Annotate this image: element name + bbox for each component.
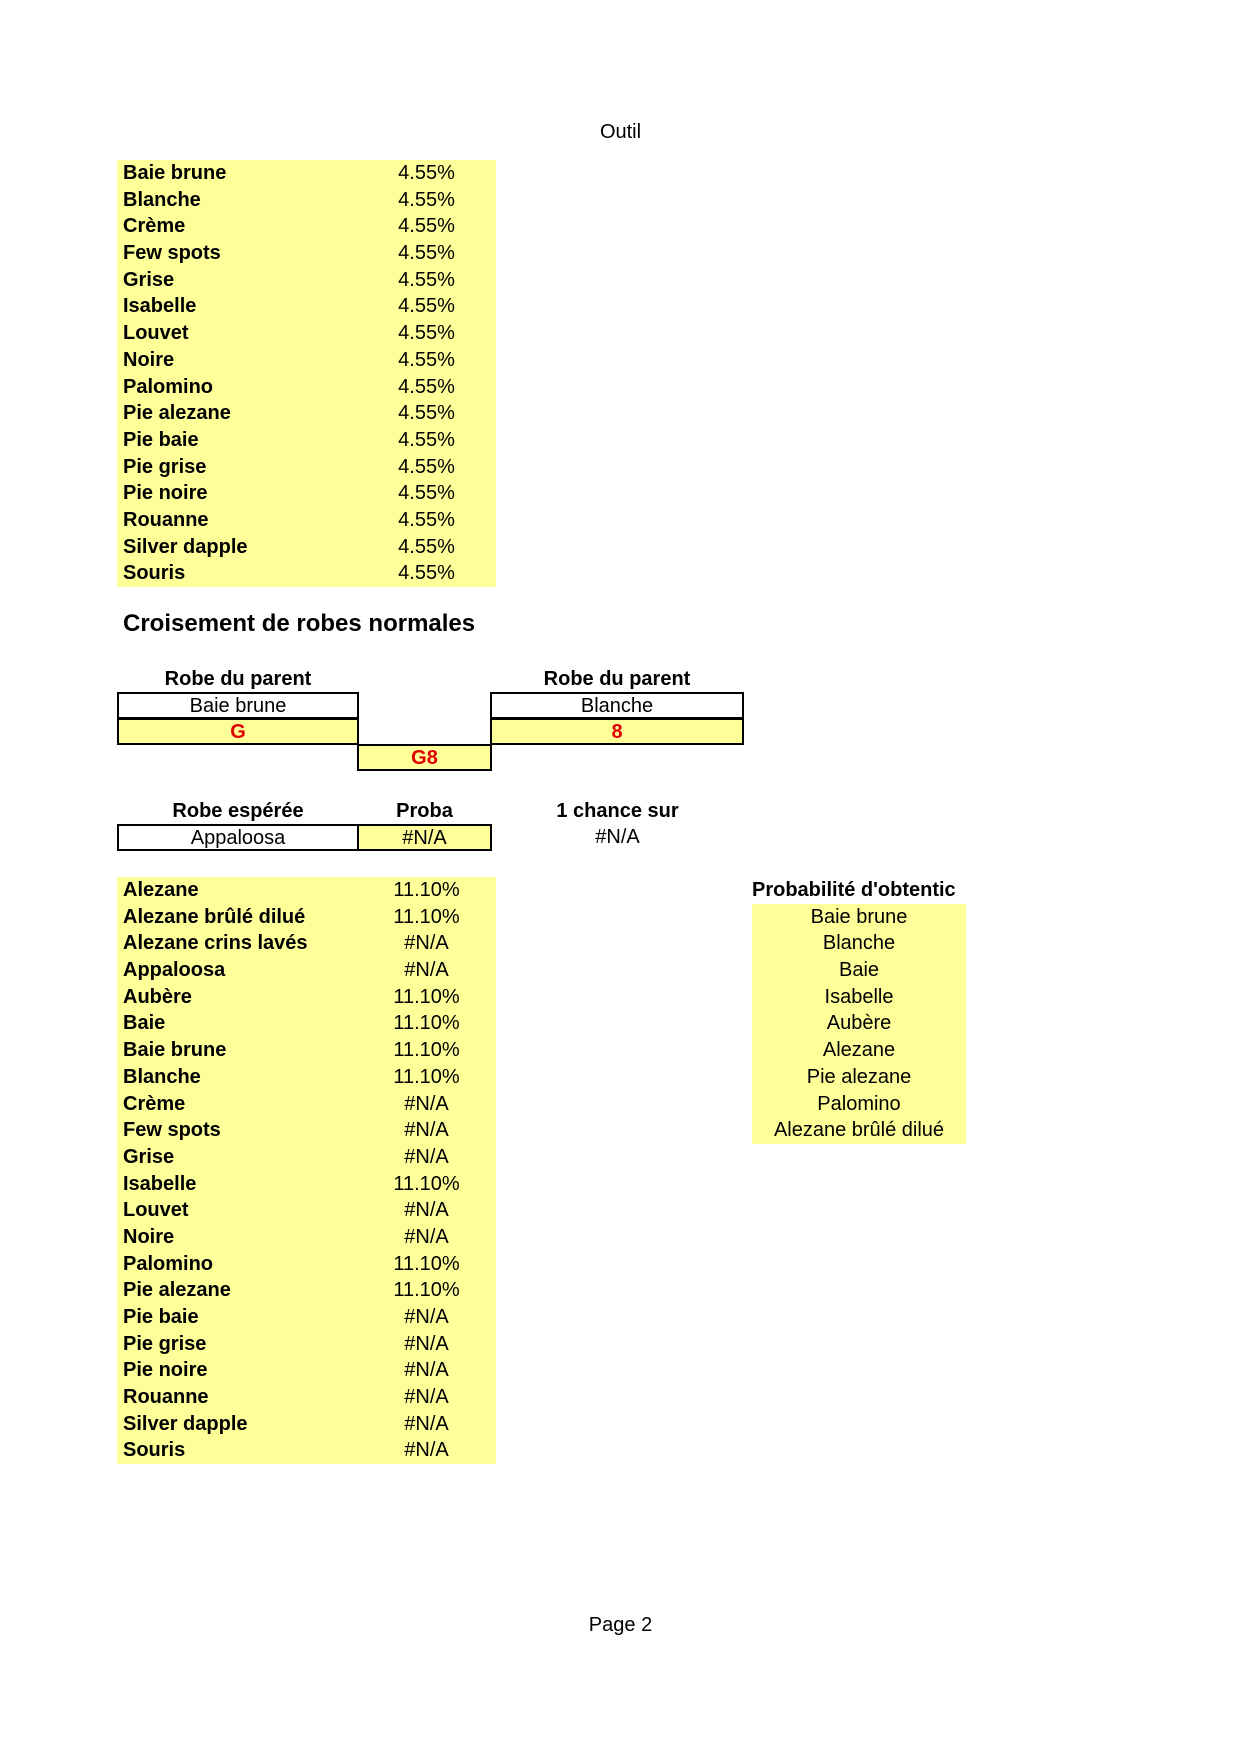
robe-probability: 4.55% <box>398 348 455 371</box>
robe-name: Few spots <box>123 242 221 265</box>
top-probability-list <box>117 160 496 587</box>
robe-probability: 11.10% <box>393 1039 460 1062</box>
robe-name: Baie <box>123 1012 166 1035</box>
robe-name: Grise <box>123 268 175 291</box>
robe-probability: 4.55% <box>398 242 455 265</box>
list-row <box>117 1064 496 1091</box>
probability-panel <box>752 877 966 1144</box>
page-number: Page 2 <box>588 1614 653 1636</box>
robe-probability: #N/A <box>404 1199 449 1222</box>
list-row <box>117 1411 496 1438</box>
probability-panel-list <box>752 904 966 1144</box>
parent1-robe-cell[interactable]: Baie brune <box>117 692 359 719</box>
list-row <box>117 480 496 507</box>
list-row <box>117 1304 496 1331</box>
robe-name: Silver dapple <box>123 535 248 558</box>
list-row <box>117 984 496 1011</box>
robe-probability: 11.10% <box>393 985 460 1008</box>
probable-robe-item: Alezane brûlé dilué <box>773 1119 945 1142</box>
list-row <box>117 400 496 427</box>
robe-name: Appaloosa <box>123 959 226 982</box>
list-row <box>117 1117 496 1144</box>
robe-probability: 4.55% <box>398 482 455 505</box>
robe-name: Crème <box>123 215 186 238</box>
robe-probability: #N/A <box>404 959 449 982</box>
list-row <box>117 160 496 187</box>
robe-name: Pie grise <box>123 1332 207 1355</box>
robe-probability: #N/A <box>404 1225 449 1248</box>
robe-probability: #N/A <box>404 1119 449 1142</box>
list-row <box>117 1277 496 1304</box>
robe-probability: 11.10% <box>393 1252 460 1275</box>
robe-name: Few spots <box>123 1119 221 1142</box>
list-row <box>117 1331 496 1358</box>
list-row <box>117 1357 496 1384</box>
robe-name: Pie noire <box>123 1359 208 1382</box>
list-row <box>117 1037 496 1064</box>
parent1-code-cell: G <box>117 718 359 745</box>
expected-robe-header: Robe espérée <box>172 800 304 822</box>
section-title: Croisement de robes normales <box>123 610 476 637</box>
list-row <box>117 877 496 904</box>
robe-name: Souris <box>123 1439 186 1462</box>
robe-probability: #N/A <box>404 1412 449 1435</box>
robe-name: Aubère <box>123 985 192 1008</box>
robe-probability: #N/A <box>404 1359 449 1382</box>
robe-probability: #N/A <box>404 1306 449 1328</box>
list-row <box>117 1437 496 1464</box>
probable-robe-item: Blanche <box>822 932 896 955</box>
robe-probability: 11.10% <box>393 1065 460 1088</box>
expected-robe-cell[interactable]: Appaloosa <box>117 824 359 851</box>
list-row <box>117 1144 496 1171</box>
robe-probability: 11.10% <box>393 1012 460 1035</box>
robe-probability: #N/A <box>404 1386 449 1409</box>
sheet-title: Outil <box>599 121 642 143</box>
list-row <box>117 427 496 454</box>
list-row <box>117 293 496 320</box>
list-row <box>117 1251 496 1278</box>
list-row <box>117 560 496 587</box>
robe-probability: 4.55% <box>398 375 455 398</box>
robe-name: Rouanne <box>123 1386 209 1409</box>
robe-name: Baie brune <box>123 162 227 184</box>
list-row <box>117 957 496 984</box>
robe-name: Baie brune <box>123 1039 227 1062</box>
parent2-code-cell: 8 <box>490 718 744 745</box>
robe-name: Crème <box>123 1092 186 1115</box>
proba-value-cell: #N/A <box>357 824 492 851</box>
robe-name: Noire <box>123 348 175 371</box>
list-row <box>117 240 496 267</box>
robe-name: Palomino <box>123 375 214 398</box>
probable-robe-item: Baie <box>838 959 880 982</box>
probability-panel-header: Probabilité d'obtentic <box>752 879 956 901</box>
robe-name: Noire <box>123 1225 175 1248</box>
list-row <box>117 507 496 534</box>
probable-robe-item: Palomino <box>817 1092 901 1115</box>
list-row <box>117 1091 496 1118</box>
result-probability-list <box>117 877 496 1464</box>
proba-header: Proba <box>396 800 453 822</box>
robe-probability: #N/A <box>404 1332 449 1355</box>
chance-value: #N/A <box>595 826 640 848</box>
robe-name: Blanche <box>123 188 201 211</box>
robe-name: Pie grise <box>123 455 207 478</box>
parent1-header: Robe du parent <box>164 668 312 690</box>
list-row <box>117 347 496 374</box>
robe-name: Alezane <box>123 879 199 901</box>
list-row <box>117 320 496 347</box>
robe-name: Souris <box>123 562 186 585</box>
list-row <box>117 454 496 481</box>
chance-header: 1 chance sur <box>556 800 679 822</box>
robe-name: Rouanne <box>123 508 209 531</box>
robe-name: Pie alezane <box>123 1279 231 1302</box>
probable-robe-item: Isabelle <box>824 985 894 1008</box>
list-row <box>117 1171 496 1198</box>
robe-probability: #N/A <box>404 1145 449 1168</box>
list-row <box>117 267 496 294</box>
robe-name: Louvet <box>123 322 189 345</box>
list-row <box>117 534 496 561</box>
robe-probability: 4.55% <box>398 268 455 291</box>
parent2-robe-cell[interactable]: Blanche <box>490 692 744 719</box>
robe-probability: 11.10% <box>393 1279 460 1302</box>
list-row <box>117 904 496 931</box>
robe-name: Grise <box>123 1145 175 1168</box>
robe-name: Palomino <box>123 1252 214 1275</box>
robe-probability: 4.55% <box>398 162 455 184</box>
robe-probability: #N/A <box>404 1439 449 1462</box>
robe-probability: #N/A <box>404 1092 449 1115</box>
robe-name: Silver dapple <box>123 1412 248 1435</box>
list-row <box>117 374 496 401</box>
robe-probability: 4.55% <box>398 322 455 345</box>
robe-probability: 4.55% <box>398 508 455 531</box>
robe-name: Pie baie <box>123 1306 199 1328</box>
list-row <box>117 187 496 214</box>
robe-name: Pie alezane <box>123 402 231 425</box>
robe-probability: 4.55% <box>398 455 455 478</box>
robe-probability: 4.55% <box>398 562 455 585</box>
list-row <box>117 213 496 240</box>
robe-name: Alezane crins lavés <box>123 932 308 955</box>
list-row <box>117 1384 496 1411</box>
combined-code-cell: G8 <box>357 744 492 771</box>
robe-probability: 11.10% <box>393 879 460 901</box>
robe-probability: 4.55% <box>398 188 455 211</box>
robe-name: Isabelle <box>123 295 197 318</box>
robe-probability: 4.55% <box>398 535 455 558</box>
probable-robe-item: Pie alezane <box>806 1065 912 1088</box>
robe-probability: 4.55% <box>398 402 455 425</box>
robe-probability: 11.10% <box>393 905 460 928</box>
list-row <box>117 930 496 957</box>
robe-name: Blanche <box>123 1065 201 1088</box>
robe-name: Alezane brûlé dilué <box>123 905 306 928</box>
probable-robe-item: Alezane <box>822 1039 896 1062</box>
probable-robe-item: Baie brune <box>810 905 908 928</box>
list-row <box>117 1224 496 1251</box>
robe-probability: 4.55% <box>398 215 455 238</box>
robe-probability: #N/A <box>404 932 449 955</box>
robe-probability: 11.10% <box>393 1172 460 1195</box>
robe-name: Isabelle <box>123 1172 197 1195</box>
robe-probability: 4.55% <box>398 295 455 318</box>
list-row <box>117 1197 496 1224</box>
robe-probability: 4.55% <box>398 428 455 451</box>
robe-name: Louvet <box>123 1199 189 1222</box>
robe-name: Pie baie <box>123 428 199 451</box>
robe-name: Pie noire <box>123 482 208 505</box>
probable-robe-item: Aubère <box>826 1012 892 1035</box>
parent2-header: Robe du parent <box>543 668 691 690</box>
list-row <box>117 1010 496 1037</box>
